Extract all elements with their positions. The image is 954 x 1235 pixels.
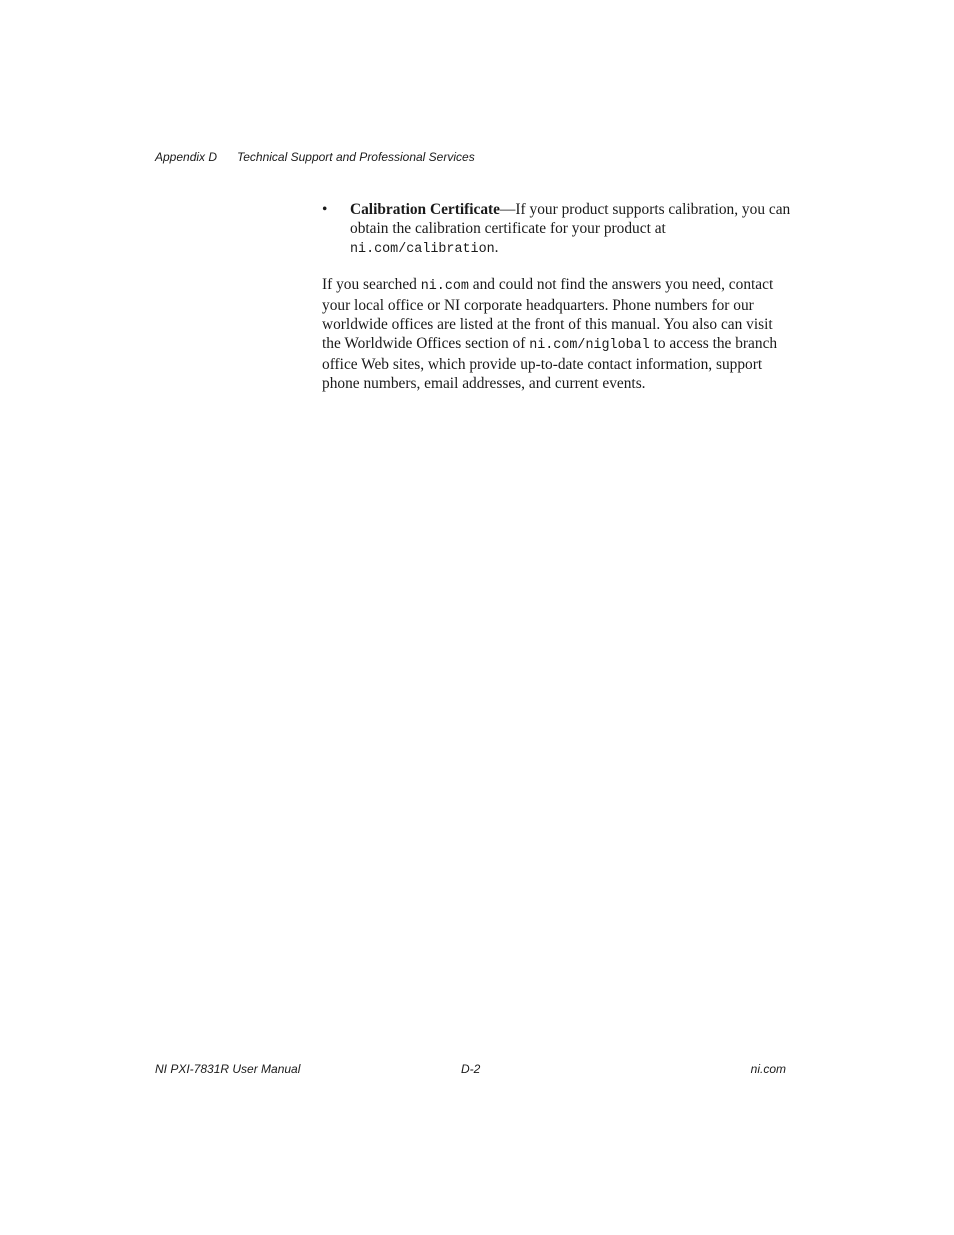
header-section-title: Technical Support and Professional Services: [237, 150, 475, 164]
bullet-icon: •: [322, 201, 328, 218]
footer-page-number: D-2: [461, 1062, 481, 1076]
bullet-item-calibration: [322, 200, 792, 259]
header-appendix: Appendix D: [155, 150, 218, 164]
calibration-link[interactable]: ni.com/calibration: [350, 242, 495, 257]
em-dash: —: [500, 201, 516, 218]
niglobal-link[interactable]: ni.com/niglobal: [529, 338, 650, 353]
paragraph-part1: If you searched: [322, 276, 421, 293]
paragraph-part3: to access the branch office Web sites, which provide up-to-date contact information, support phone numbers, email addresses, and current events.: [322, 335, 778, 392]
main-content: [322, 200, 792, 393]
page-footer: [155, 1062, 786, 1078]
bullet-term: Calibration Certificate: [350, 201, 501, 218]
paragraph-part2: and could not find the answers you need, contact your local office or NI corporate headquarters. Phone numbers for our worldwide offices are listed at the front of this manual. You also can visit the Worldwide Offices section of: [322, 276, 774, 352]
bullet-end: .: [494, 239, 499, 256]
footer-site: ni.com: [750, 1062, 786, 1076]
page-header: [155, 150, 475, 164]
ni-com-link[interactable]: ni.com: [420, 279, 469, 294]
bullet-text: If your product supports calibration, you can obtain the calibration certificate for your product at: [350, 201, 791, 237]
footer-manual-title: NI PXI-7831R User Manual: [155, 1062, 301, 1076]
support-paragraph: [322, 275, 792, 393]
